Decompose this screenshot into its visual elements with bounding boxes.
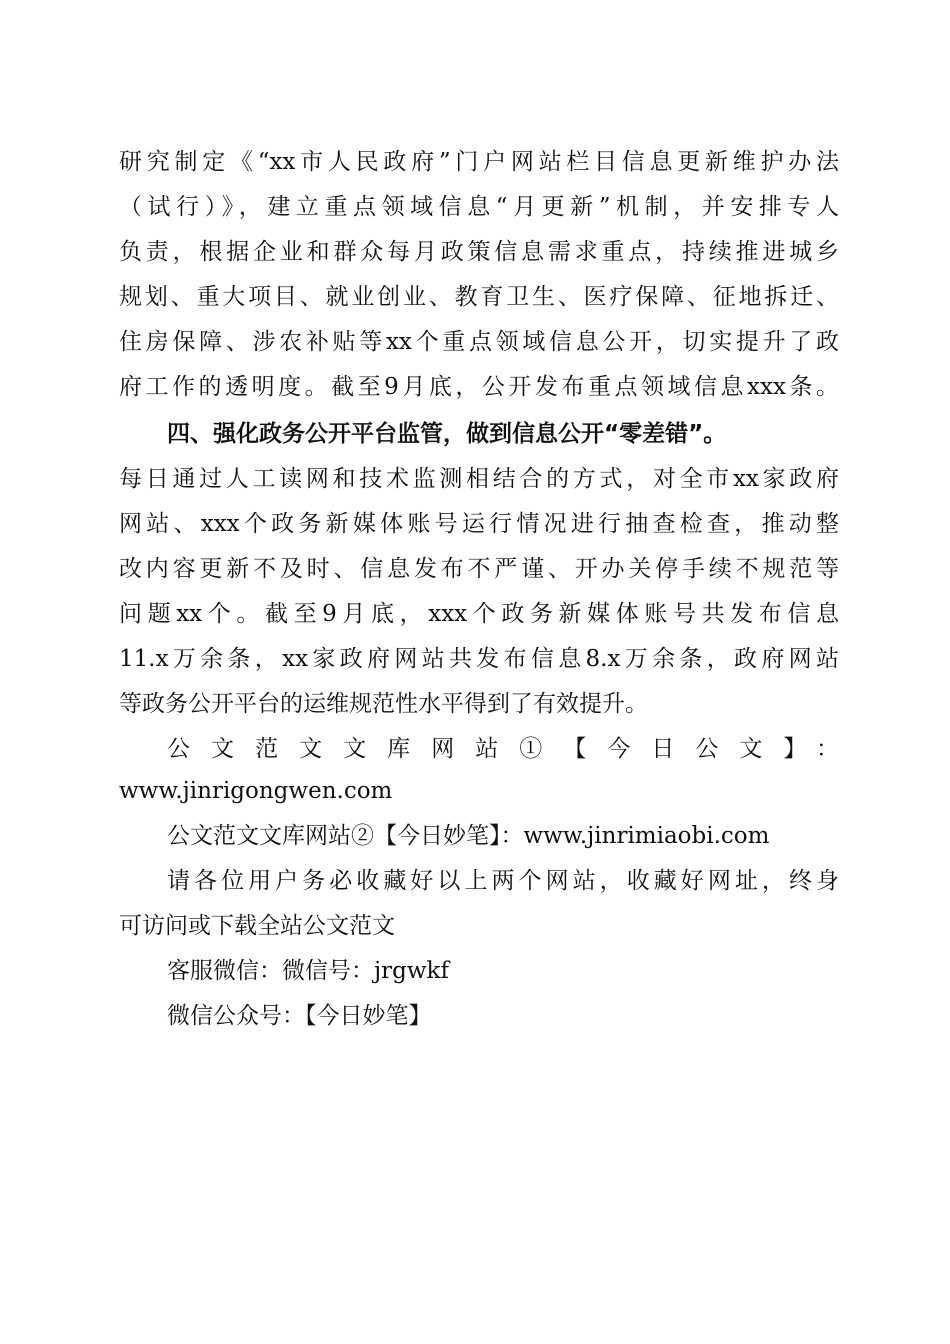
paragraph-1-line-2: （试行）》，建立重点领域信息“月更新”机制，并安排专人 bbox=[119, 194, 839, 220]
wechat-official-line: 微信公众号：【今日妙笔】 bbox=[167, 1003, 432, 1029]
notice-line-2: 可访问或下载全站公文范文 bbox=[119, 913, 395, 939]
paragraph-1-line-3: 负责，根据企业和群众每月政策信息需求重点，持续推进城乡 bbox=[119, 239, 839, 265]
paragraph-2-line-2: 网站、xxx个政务新媒体账号运行情况进行抽查检查，推动整 bbox=[119, 511, 839, 537]
paragraph-2-line-5: 11.x万余条，xx家政府网站共发布信息8.x万余条，政府网站 bbox=[119, 646, 839, 672]
site-2-line[interactable]: 公文范文文库网站②【今日妙笔】：www.jinrimiaobi.com bbox=[167, 823, 770, 849]
wechat-service-line: 客服微信：微信号：jrgwkf bbox=[167, 958, 449, 984]
paragraph-1-line-4: 规划、重大项目、就业创业、教育卫生、医疗保障、征地拆迁、 bbox=[119, 284, 839, 310]
paragraph-1-line-1: 研究制定《“xx市人民政府”门户网站栏目信息更新维护办法 bbox=[119, 149, 839, 175]
notice-line-1: 请各位用户务必收藏好以上两个网站，收藏好网址，终身 bbox=[167, 868, 839, 894]
site-1-label: 公文范文文库网站①【今日公文】： bbox=[167, 736, 839, 762]
paragraph-1-line-6: 府工作的透明度。截至9月底，公开发布重点领域信息xxx条。 bbox=[119, 374, 839, 400]
section-heading-4: 四、强化政务公开平台监管，做到信息公开“零差错”。 bbox=[167, 421, 727, 447]
paragraph-2-line-4: 问题xx个。截至9月底，xxx个政务新媒体账号共发布信息 bbox=[119, 601, 839, 627]
site-1-url[interactable]: www.jinrigongwen.com bbox=[119, 778, 393, 804]
paragraph-2-line-3: 改内容更新不及时、信息发布不严谨、开办关停手续不规范等 bbox=[119, 556, 839, 582]
paragraph-2-line-6: 等政务公开平台的运维规范性水平得到了有效提升。 bbox=[119, 691, 648, 717]
paragraph-1-line-5: 住房保障、涉农补贴等xx个重点领域信息公开，切实提升了政 bbox=[119, 329, 839, 355]
paragraph-2-line-1: 每日通过人工读网和技术监测相结合的方式，对全市xx家政府 bbox=[119, 466, 839, 492]
